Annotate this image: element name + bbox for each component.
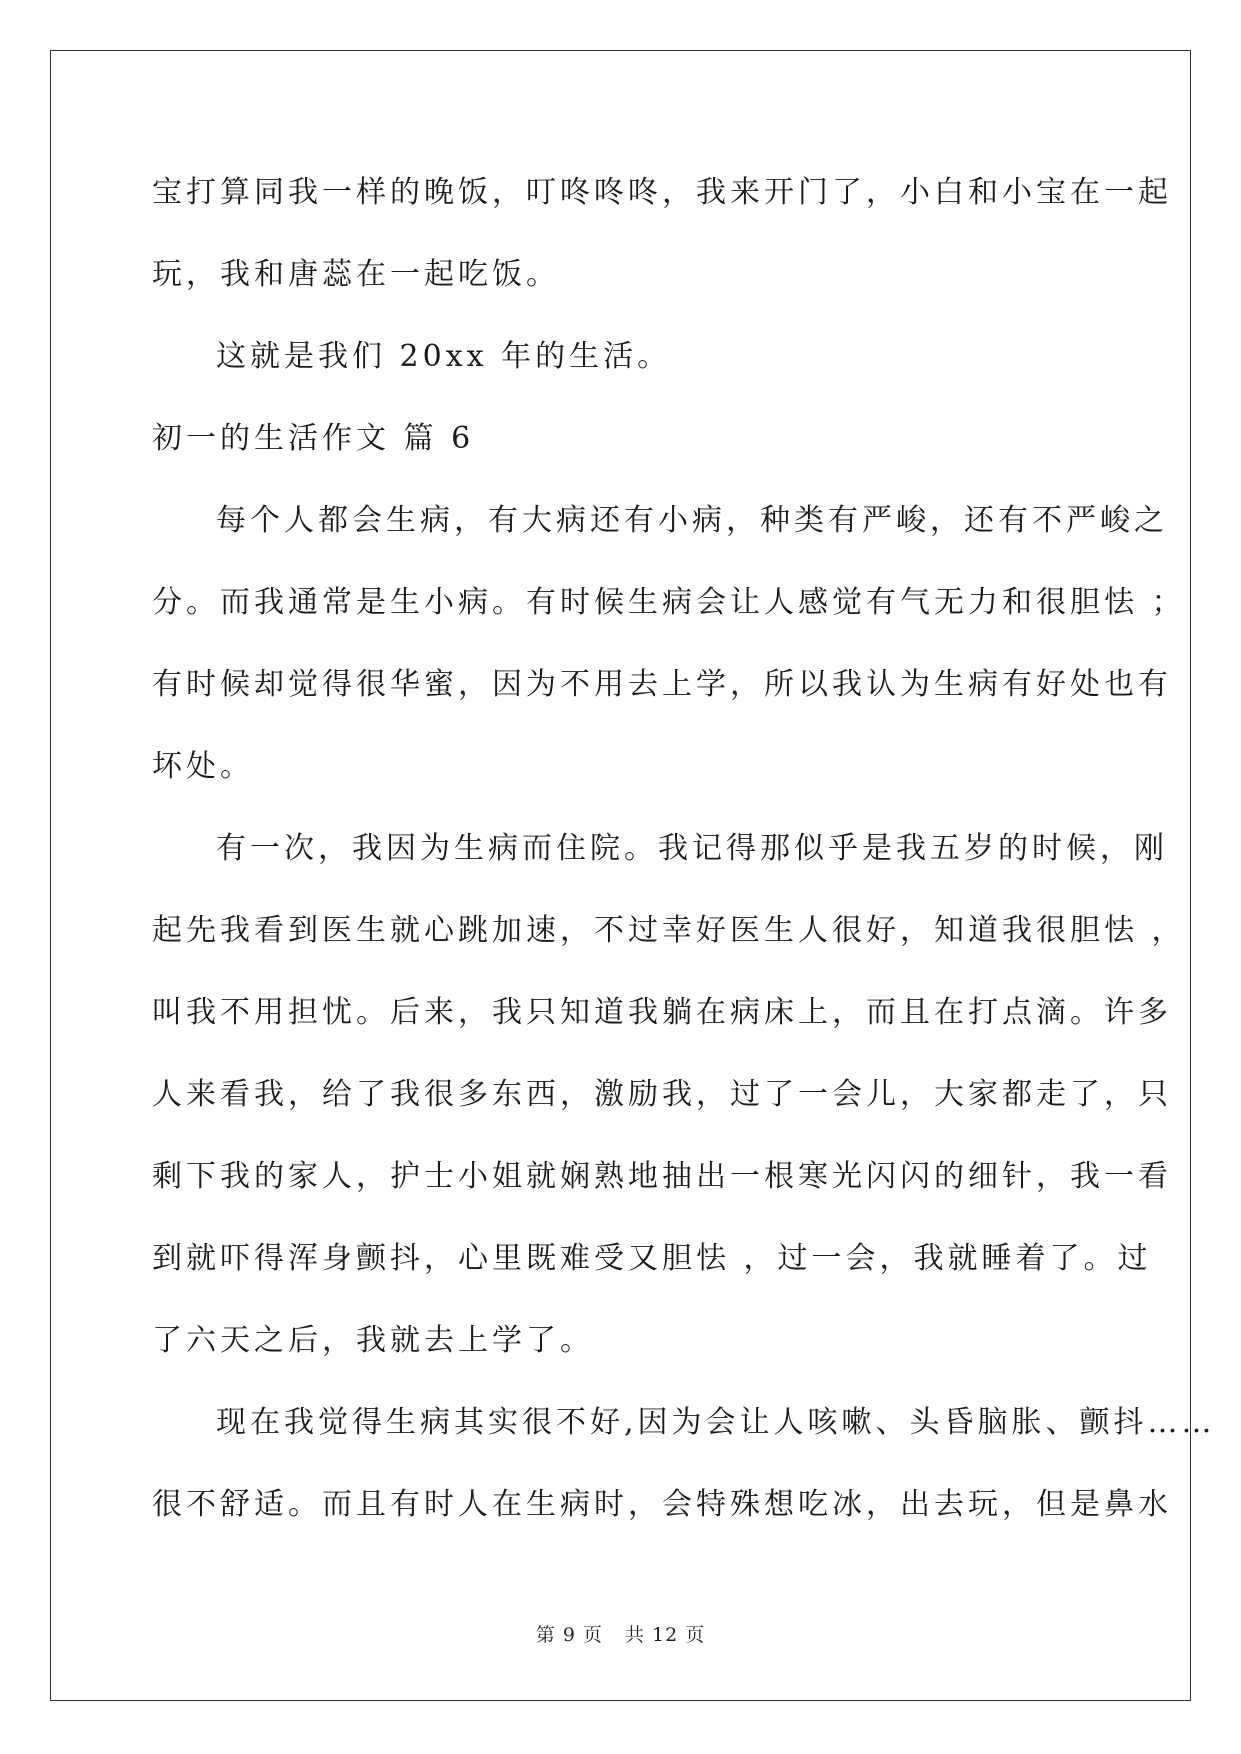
section-heading: 初一的生活作文 篇 6 xyxy=(152,421,475,456)
text-line: 了六天之后，我就去上学了。 xyxy=(152,1323,594,1358)
page-total: 共 12 页 xyxy=(624,1624,706,1646)
text-line: 宝打算同我一样的晚饭，叮咚咚咚，我来开门了，小白和小宝在一起 xyxy=(152,175,1172,210)
document-body xyxy=(152,165,1216,1559)
text-line: 坏处。 xyxy=(152,749,254,784)
text-line: 剩下我的家人，护士小姐就娴熟地抽出一根寒光闪闪的细针，我一看 xyxy=(152,1159,1172,1194)
text-line: 很不舒适。而且有时人在生病时，会特殊想吃冰，出去玩，但是鼻水 xyxy=(152,1487,1172,1522)
page-footer xyxy=(0,1620,1241,1647)
text-line: 现在我觉得生病其实很不好,因为会让人咳嗽、头昏脑胀、颤抖…… xyxy=(216,1405,1216,1440)
page-number: 第 9 页 xyxy=(535,1624,603,1646)
text-line: 起先我看到医生就心跳加速，不过幸好医生人很好，知道我很胆怯 ， xyxy=(152,913,1186,948)
text-line: 到就吓得浑身颤抖，心里既难受又胆怯 ，过一会，我就睡着了。过 xyxy=(152,1241,1152,1276)
text-line: 每个人都会生病，有大病还有小病，种类有严峻，还有不严峻之 xyxy=(216,503,1168,538)
text-line: 有时候却觉得很华蜜，因为不用去上学，所以我认为生病有好处也有 xyxy=(152,667,1172,702)
text-line: 这就是我们 20xx 年的生活。 xyxy=(216,339,672,374)
text-line: 叫我不用担忧。后来，我只知道我躺在病床上，而且在打点滴。许多 xyxy=(152,995,1172,1030)
text-line: 有一次，我因为生病而住院。我记得那似乎是我五岁的时候，刚 xyxy=(216,831,1168,866)
text-line: 人来看我，给了我很多东西，激励我，过了一会儿，大家都走了，只 xyxy=(152,1077,1172,1112)
text-line: 玩，我和唐蕊在一起吃饭。 xyxy=(152,257,560,292)
text-line: 分。而我通常是生小病。有时候生病会让人感觉有气无力和很胆怯 ； xyxy=(152,585,1186,620)
